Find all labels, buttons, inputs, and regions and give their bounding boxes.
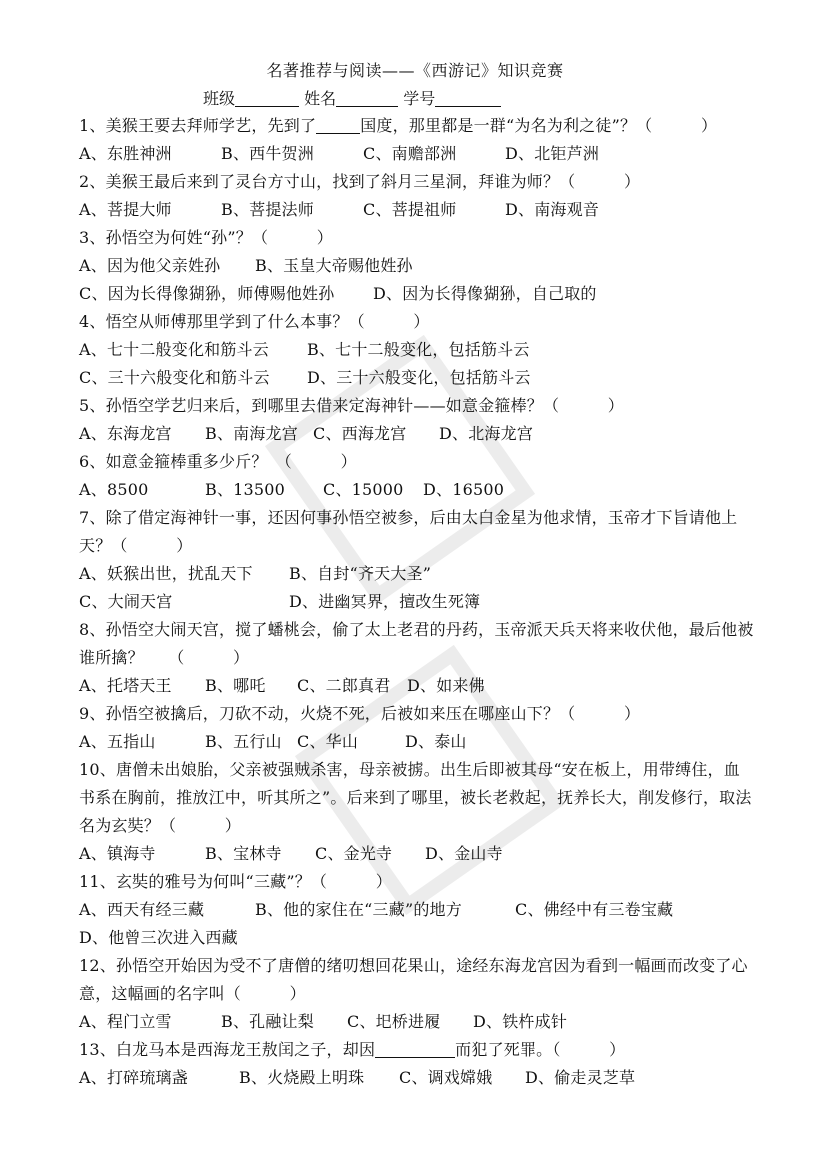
- option-a: A、菩提大师: [79, 200, 172, 219]
- option-d: D、因为长得像猢狲，自己取的: [373, 284, 597, 303]
- options-12: [79, 1008, 755, 1036]
- option-b: B、南海龙宫: [205, 424, 298, 443]
- option-d: D、如来佛: [407, 676, 485, 695]
- option-b: B、自封“齐天大圣”: [289, 564, 432, 583]
- option-c: C、三十六般变化和筋斗云: [79, 368, 270, 387]
- option-a: A、五指山: [79, 732, 156, 751]
- option-a: A、镇海寺: [79, 844, 156, 863]
- option-d: D、16500: [423, 480, 505, 499]
- option-a: A、因为他父亲姓孙: [79, 256, 221, 275]
- question-13: [79, 1036, 755, 1064]
- options-8: [79, 672, 755, 700]
- class-blank[interactable]: [235, 88, 299, 107]
- question-text: 1、美猴王要去拜师学艺，先到了: [79, 116, 317, 135]
- question-7: 7、除了借定海神针一事，还因何事孙悟空被参，后由太白金星为他求情，玉帝才下旨请他上天？（ ）: [79, 508, 738, 555]
- option-c: C、佛经中有三卷宝藏: [515, 900, 674, 919]
- name-label: 姓名: [304, 89, 337, 108]
- options-11a: [79, 896, 755, 924]
- question-5: 5、孙悟空学艺归来后，到哪里去借来定海神针——如意金箍棒？（ ）: [79, 396, 624, 415]
- option-d: D、铁杵成针: [473, 1012, 568, 1031]
- question-11: 11、玄奘的雅号为何叫“三藏”？（ ）: [79, 872, 392, 891]
- question-12: 12、孙悟空开始因为受不了唐僧的绪叨想回花果山，途经东海龙宫因为看到一幅画而改变了心意，这幅画的名字叫（ ）: [79, 956, 748, 1003]
- option-a: A、东海龙宫: [79, 424, 172, 443]
- name-blank[interactable]: [336, 88, 398, 107]
- question-text: 而犯了死罪。（ ）: [455, 1040, 626, 1059]
- option-a: A、七十二般变化和筋斗云: [79, 340, 269, 359]
- answer-blank[interactable]: [316, 115, 360, 134]
- question-2: 2、美猴王最后来到了灵台方寸山，找到了斜月三星洞，拜谁为师？（ ）: [79, 172, 641, 191]
- options-3b: [79, 280, 755, 308]
- option-c: C、华山: [297, 732, 359, 751]
- options-11b: [79, 924, 755, 952]
- option-b: B、七十二般变化，包括筋斗云: [307, 340, 530, 359]
- options-5: [79, 420, 755, 448]
- student-id-blank[interactable]: [435, 88, 501, 107]
- page-title: 名著推荐与阅读——《西游记》知识竞赛: [266, 61, 564, 80]
- question-list: [79, 112, 755, 1092]
- option-b: B、菩提法师: [221, 200, 314, 219]
- options-13: [79, 1064, 755, 1092]
- option-c: C、菩提祖师: [363, 200, 457, 219]
- question-text: 国度，那里都是一群“为名为利之徒”？（ ）: [360, 116, 718, 135]
- question-9: 9、孙悟空被擒后，刀砍不动，火烧不死，后被如来压在哪座山下？（ ）: [79, 704, 641, 723]
- question-1: [79, 112, 755, 140]
- question-3: 3、孙悟空为何姓“孙”？（ ）: [79, 228, 333, 247]
- option-d: D、三十六般变化，包括筋斗云: [307, 368, 531, 387]
- option-a: A、妖猴出世，扰乱天下: [79, 564, 253, 583]
- option-c: C、调戏嫦娥: [399, 1068, 493, 1087]
- options-10: [79, 840, 755, 868]
- option-c: C、南赡部洲: [363, 144, 457, 163]
- option-a: A、8500: [79, 480, 149, 499]
- option-d: D、进幽冥界，擅改生死簿: [289, 592, 481, 611]
- option-d: D、北海龙宫: [439, 424, 534, 443]
- answer-blank[interactable]: [375, 1039, 455, 1058]
- option-c: C、大闹天宫: [79, 592, 173, 611]
- option-b: B、孔融让梨: [221, 1012, 314, 1031]
- student-info: [203, 85, 501, 113]
- options-9: [79, 728, 755, 756]
- option-c: C、15000: [323, 480, 404, 499]
- option-b: B、西牛贺洲: [221, 144, 314, 163]
- options-1: [79, 140, 755, 168]
- options-3a: [79, 252, 755, 280]
- option-d: D、北钜芦洲: [505, 144, 600, 163]
- options-7b: [79, 588, 755, 616]
- question-8: 8、孙悟空大闹天宫，搅了蟠桃会，偷了太上老君的丹药，玉帝派天兵天将来收伏他，最后他被谁所擒？ （ ）: [79, 620, 754, 667]
- class-label: 班级: [203, 89, 236, 108]
- option-b: B、哪吒: [205, 676, 266, 695]
- options-6: [79, 476, 755, 504]
- question-10: 10、唐僧未出娘胎，父亲被强贼杀害，母亲被掳。出生后即被其母“安在板上，用带缚住，血书系在胸前，推放江中，听其所之”。后来到了哪里，被长老救起，抚养长大，削发修行，取法名为玄奘？（ ）: [79, 760, 752, 835]
- options-4b: [79, 364, 755, 392]
- option-d: D、他曾三次进入西藏: [79, 928, 238, 947]
- option-b: B、火烧殿上明珠: [239, 1068, 365, 1087]
- option-d: D、泰山: [405, 732, 467, 751]
- question-4: 4、悟空从师傅那里学到了什么本事？（ ）: [79, 312, 430, 331]
- option-a: A、打碎琉璃盏: [79, 1068, 188, 1087]
- question-text: 13、白龙马本是西海龙王敖闰之子，却因: [79, 1040, 376, 1059]
- option-a: A、西天有经三藏: [79, 900, 205, 919]
- option-b: B、宝林寺: [205, 844, 282, 863]
- option-b: B、玉皇大帝赐他姓孙: [255, 256, 413, 275]
- options-7a: [79, 560, 755, 588]
- option-a: A、程门立雪: [79, 1012, 172, 1031]
- option-c: C、二郎真君: [297, 676, 391, 695]
- option-c: C、圯桥进履: [347, 1012, 441, 1031]
- option-c: C、因为长得像猢狲，师傅赐他姓孙: [79, 284, 335, 303]
- options-2: [79, 196, 755, 224]
- option-d: D、金山寺: [425, 844, 503, 863]
- option-a: A、东胜神洲: [79, 144, 172, 163]
- option-b: B、他的家住在“三藏”的地方: [255, 900, 462, 919]
- student-id-label: 学号: [403, 89, 436, 108]
- question-6: 6、如意金箍棒重多少斤？ （ ）: [79, 452, 357, 471]
- option-a: A、托塔天王: [79, 676, 172, 695]
- option-b: B、13500: [205, 480, 286, 499]
- options-4a: [79, 336, 755, 364]
- option-d: D、南海观音: [505, 200, 600, 219]
- option-c: C、西海龙宫: [313, 424, 407, 443]
- option-b: B、五行山: [205, 732, 282, 751]
- option-d: D、偷走灵芝草: [525, 1068, 636, 1087]
- option-c: C、金光寺: [315, 844, 393, 863]
